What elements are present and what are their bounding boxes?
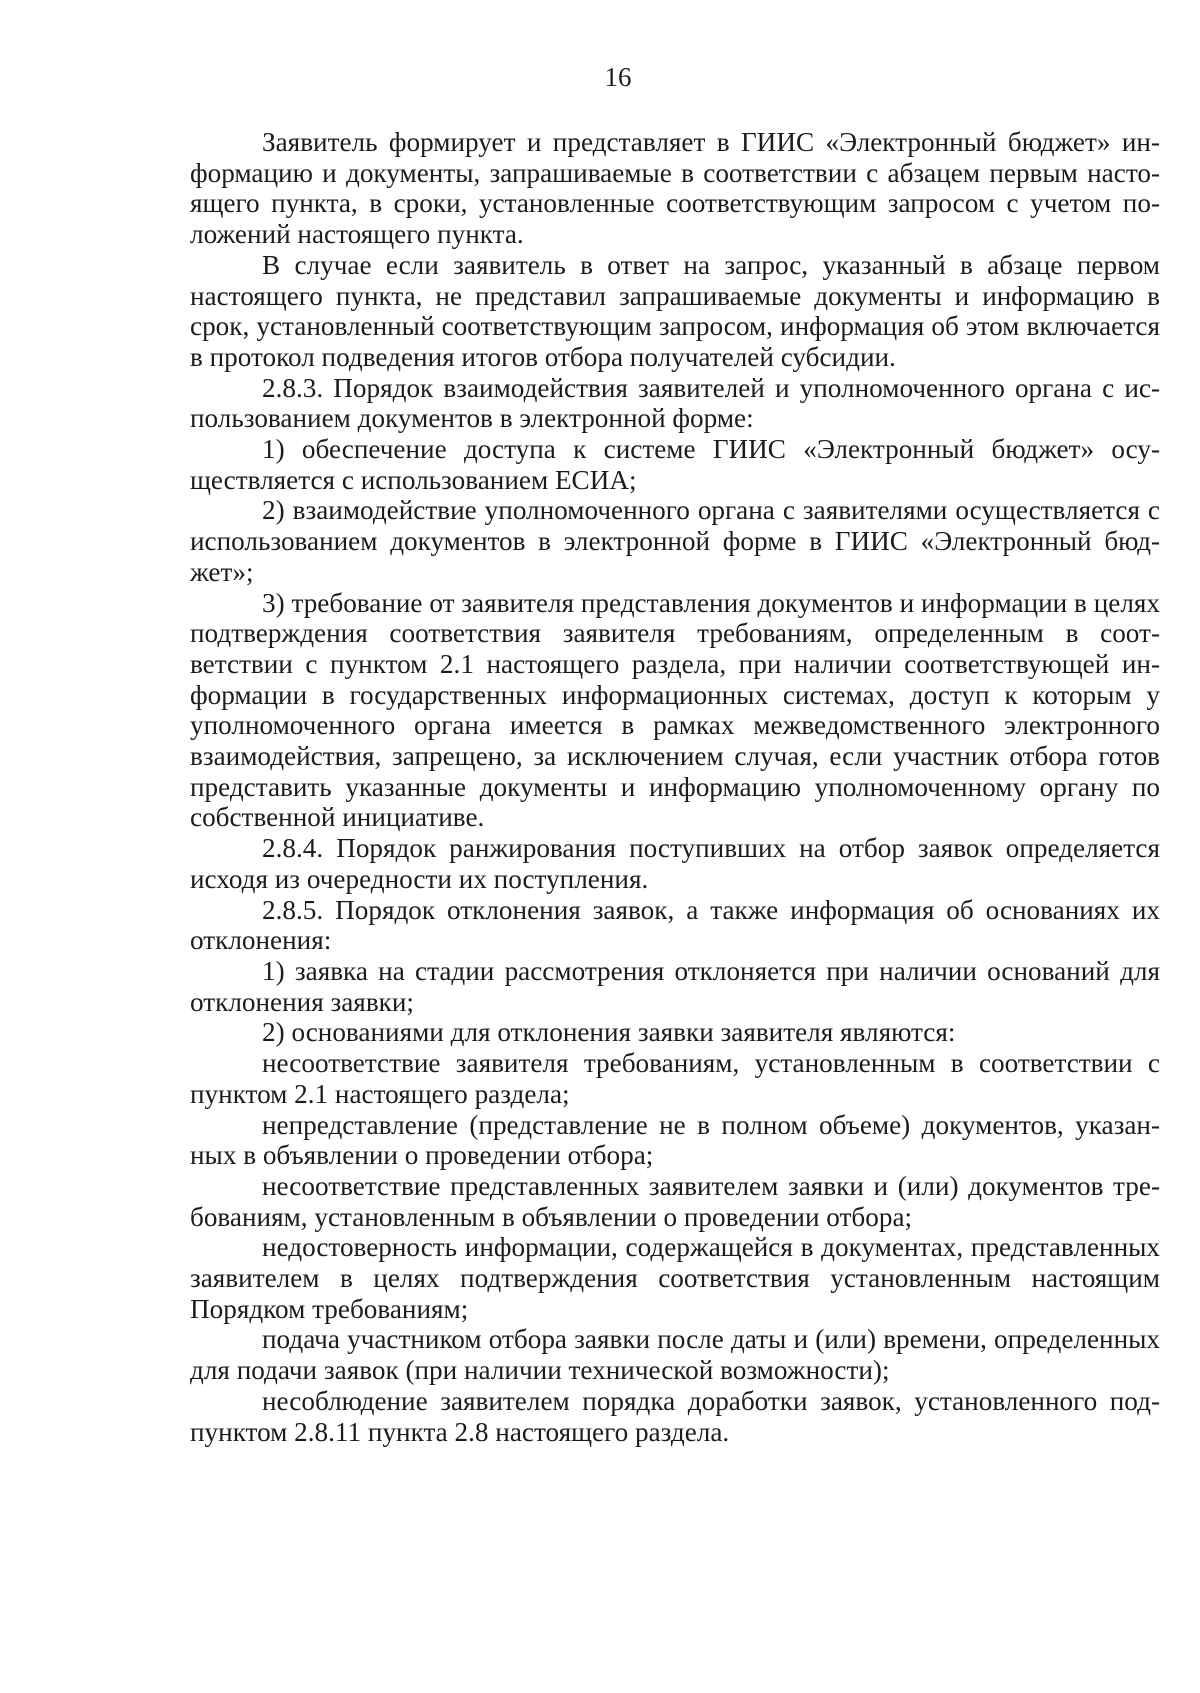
- clause-2-8-3: 2.8.3. Порядок взаимодействия заявителей и уполномоченного органа с использованием документов в электронной форме:: [190, 372, 1160, 434]
- paragraph-no-response: В случае если заявитель в ответ на запрос, указанный в абзаце первом настоящего пункта, не представил запрашиваемые документы и информацию в срок, установленный соответствующим запросом, информация об этом включается в протокол подведения итогов отбора получателей субсидии.: [190, 249, 1160, 372]
- clause-2-8-4: 2.8.4. Порядок ранжирования поступивших на отбор заявок определяется исходя из очередности их поступления.: [190, 833, 1160, 894]
- clause-2-8-5-item-2: 2) основаниями для отклонения заявки заявителя являются:: [262, 1017, 956, 1048]
- paragraph-applicant-submits: Заявитель формирует и представляет в ГИИС «Электронный бюджет» информацию и документы, запрашиваемые в соответствии с абзацем первым настоящего пункта, в сроки, установленные соответствующим запросом с учетом положений настоящего пункта.: [190, 127, 1160, 250]
- clause-2-8-5-item-1: 1) заявка на стадии рассмотрения отклоняется при наличии оснований для отклонения заявки;: [190, 955, 1160, 1017]
- rejection-ground-5: подача участником отбора заявки после даты и (или) времени, определенных для подачи заявок (при наличии технической возможности);: [190, 1324, 1160, 1386]
- document-body: [190, 127, 1160, 1447]
- clause-2-8-5: 2.8.5. Порядок отклонения заявок, а также информация об основаниях их отклонения:: [190, 894, 1160, 956]
- clause-2-8-3-item-2: 2) взаимодействие уполномоченного органа с заявителями осуществляется с использованием документов в электронной форме в ГИИС «Электронный бюджет»;: [190, 495, 1160, 587]
- rejection-ground-4: недостоверность информации, содержащейся в документах, представленных заявителем в целях подтверждения соответствия установленным настоящим Порядком требованиям;: [190, 1232, 1160, 1324]
- clause-2-8-3-item-1: 1) обеспечение доступа к системе ГИИС «Электронный бюджет» осуществляется с использованием ЕСИА;: [190, 434, 1160, 495]
- rejection-ground-2: непредставление (представление не в полном объеме) документов, указанных в объявлении о проведении отбора;: [190, 1109, 1160, 1171]
- rejection-ground-3: несоответствие представленных заявителем заявки и (или) документов требованиям, установленным в объявлении о проведении отбора;: [190, 1170, 1160, 1232]
- page-number: 16: [604, 62, 632, 92]
- rejection-ground-6: несоблюдение заявителем порядка доработки заявок, установленного подпунктом 2.8.11 пункта 2.8 настоящего раздела.: [190, 1385, 1160, 1447]
- rejection-ground-1: несоответствие заявителя требованиям, установленным в соответствии с пунктом 2.1 настоящего раздела;: [190, 1048, 1160, 1109]
- clause-2-8-3-item-3: 3) требование от заявителя представления документов и информации в целях подтверждения соответствия заявителя требованиям, определенным в соответствии с пунктом 2.1 настоящего раздела, при наличии соответствующей информации в государственных информационных системах, доступ к которым у уполномоченного органа имеется в рамках межведомственного электронного взаимодействия, запрещено, за исключением случая, если участник отбора готов представить указанные документы и информацию уполномоченному органу по собственной инициативе.: [190, 587, 1160, 833]
